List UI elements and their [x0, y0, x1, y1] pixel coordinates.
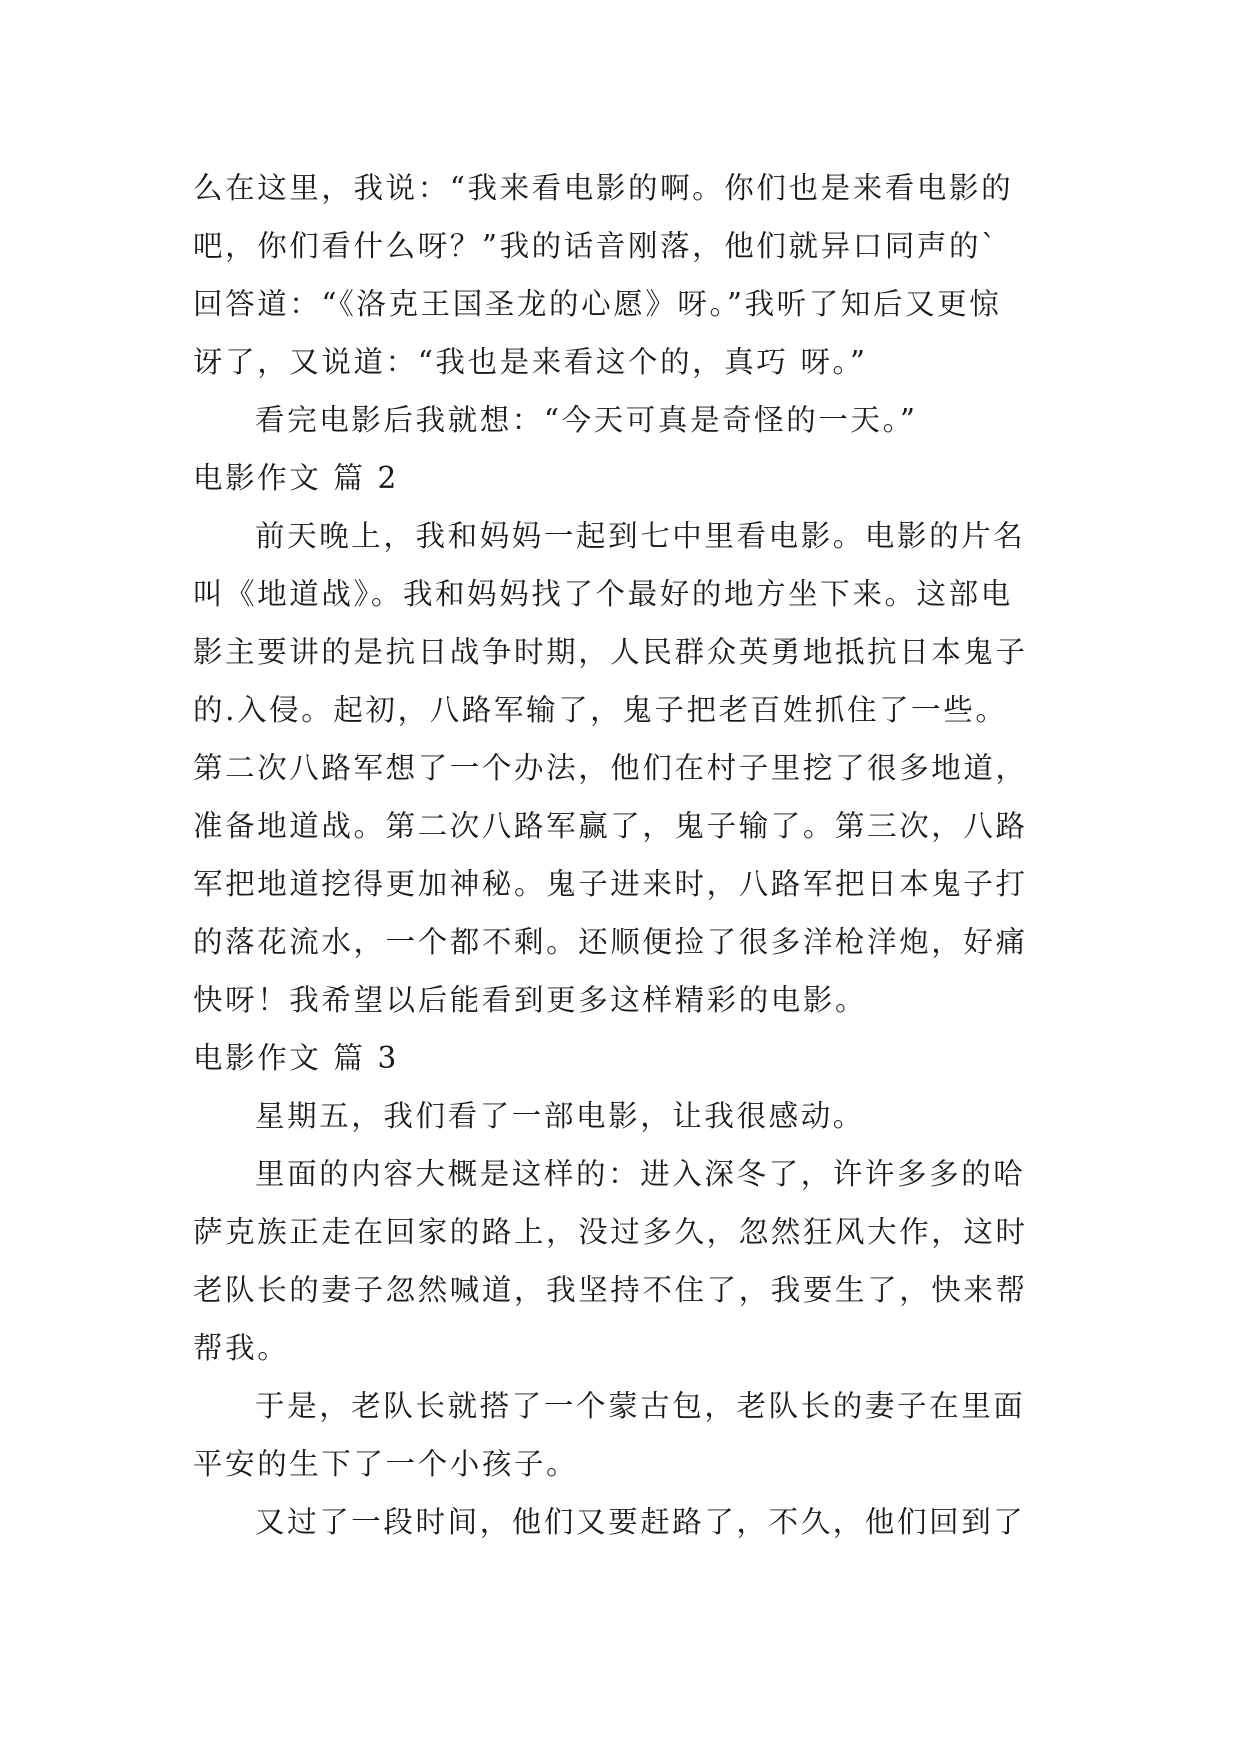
paragraph-line: 影主要讲的是抗日战争时期，人民群众英勇地抵抗日本鬼子	[193, 635, 1028, 669]
paragraph-line: 第二次八路军想了一个办法，他们在村子里挖了很多地道，	[193, 751, 1028, 785]
paragraph-line: 叫《地道战》。我和妈妈找了个最好的地方坐下来。这部电	[193, 577, 1013, 611]
paragraph-line: 星期五，我们看了一部电影，让我很感动。	[255, 1099, 865, 1133]
paragraph-line: 的.入侵。起初，八路军输了，鬼子把老百姓抓住了一些。	[193, 693, 1008, 727]
paragraph-line: 回答道：“《洛克王国圣龙的心愿》呀。”我听了知后又更惊	[193, 287, 1002, 321]
paragraph-line: 吧，你们看什么呀？”我的话音刚落，他们就异口同声的`	[193, 229, 999, 263]
paragraph-line: 平安的生下了一个小孩子。	[193, 1447, 579, 1481]
paragraph-line: 老队长的妻子忽然喊道，我坚持不住了，我要生了，快来帮	[193, 1273, 1028, 1307]
paragraph-line: 军把地道挖得更加神秘。鬼子进来时，八路军把日本鬼子打	[193, 867, 1028, 901]
paragraph-line: 准备地道战。第二次八路军赢了，鬼子输了。第三次，八路	[193, 809, 1028, 843]
paragraph-line: 的落花流水，一个都不剩。还顺便捡了很多洋枪洋炮，好痛	[193, 925, 1028, 959]
paragraph-line: 么在这里，我说：“我来看电影的啊。你们也是来看电影的	[193, 171, 1014, 205]
paragraph-line: 帮我。	[193, 1331, 290, 1365]
paragraph-line: 里面的内容大概是这样的：进入深冬了，许许多多的哈	[255, 1157, 1026, 1191]
paragraph-line: 前天晚上，我和妈妈一起到七中里看电影。电影的片名	[255, 519, 1026, 553]
section-heading: 电影作文 篇 2	[193, 461, 399, 495]
paragraph-line: 又过了一段时间，他们又要赶路了，不久，他们回到了	[255, 1505, 1026, 1539]
paragraph-line: 萨克族正走在回家的路上，没过多久，忽然狂风大作，这时	[193, 1215, 1028, 1249]
paragraph-line: 看完电影后我就想：“今天可真是奇怪的一天。”	[255, 403, 918, 437]
section-heading: 电影作文 篇 3	[193, 1041, 399, 1075]
paragraph-line: 讶了，又说道：“我也是来看这个的，真巧 呀。”	[193, 345, 868, 379]
paragraph-line: 于是，老队长就搭了一个蒙古包，老队长的妻子在里面	[255, 1389, 1026, 1423]
paragraph-line: 快呀！我希望以后能看到更多这样精彩的电影。	[193, 983, 868, 1017]
